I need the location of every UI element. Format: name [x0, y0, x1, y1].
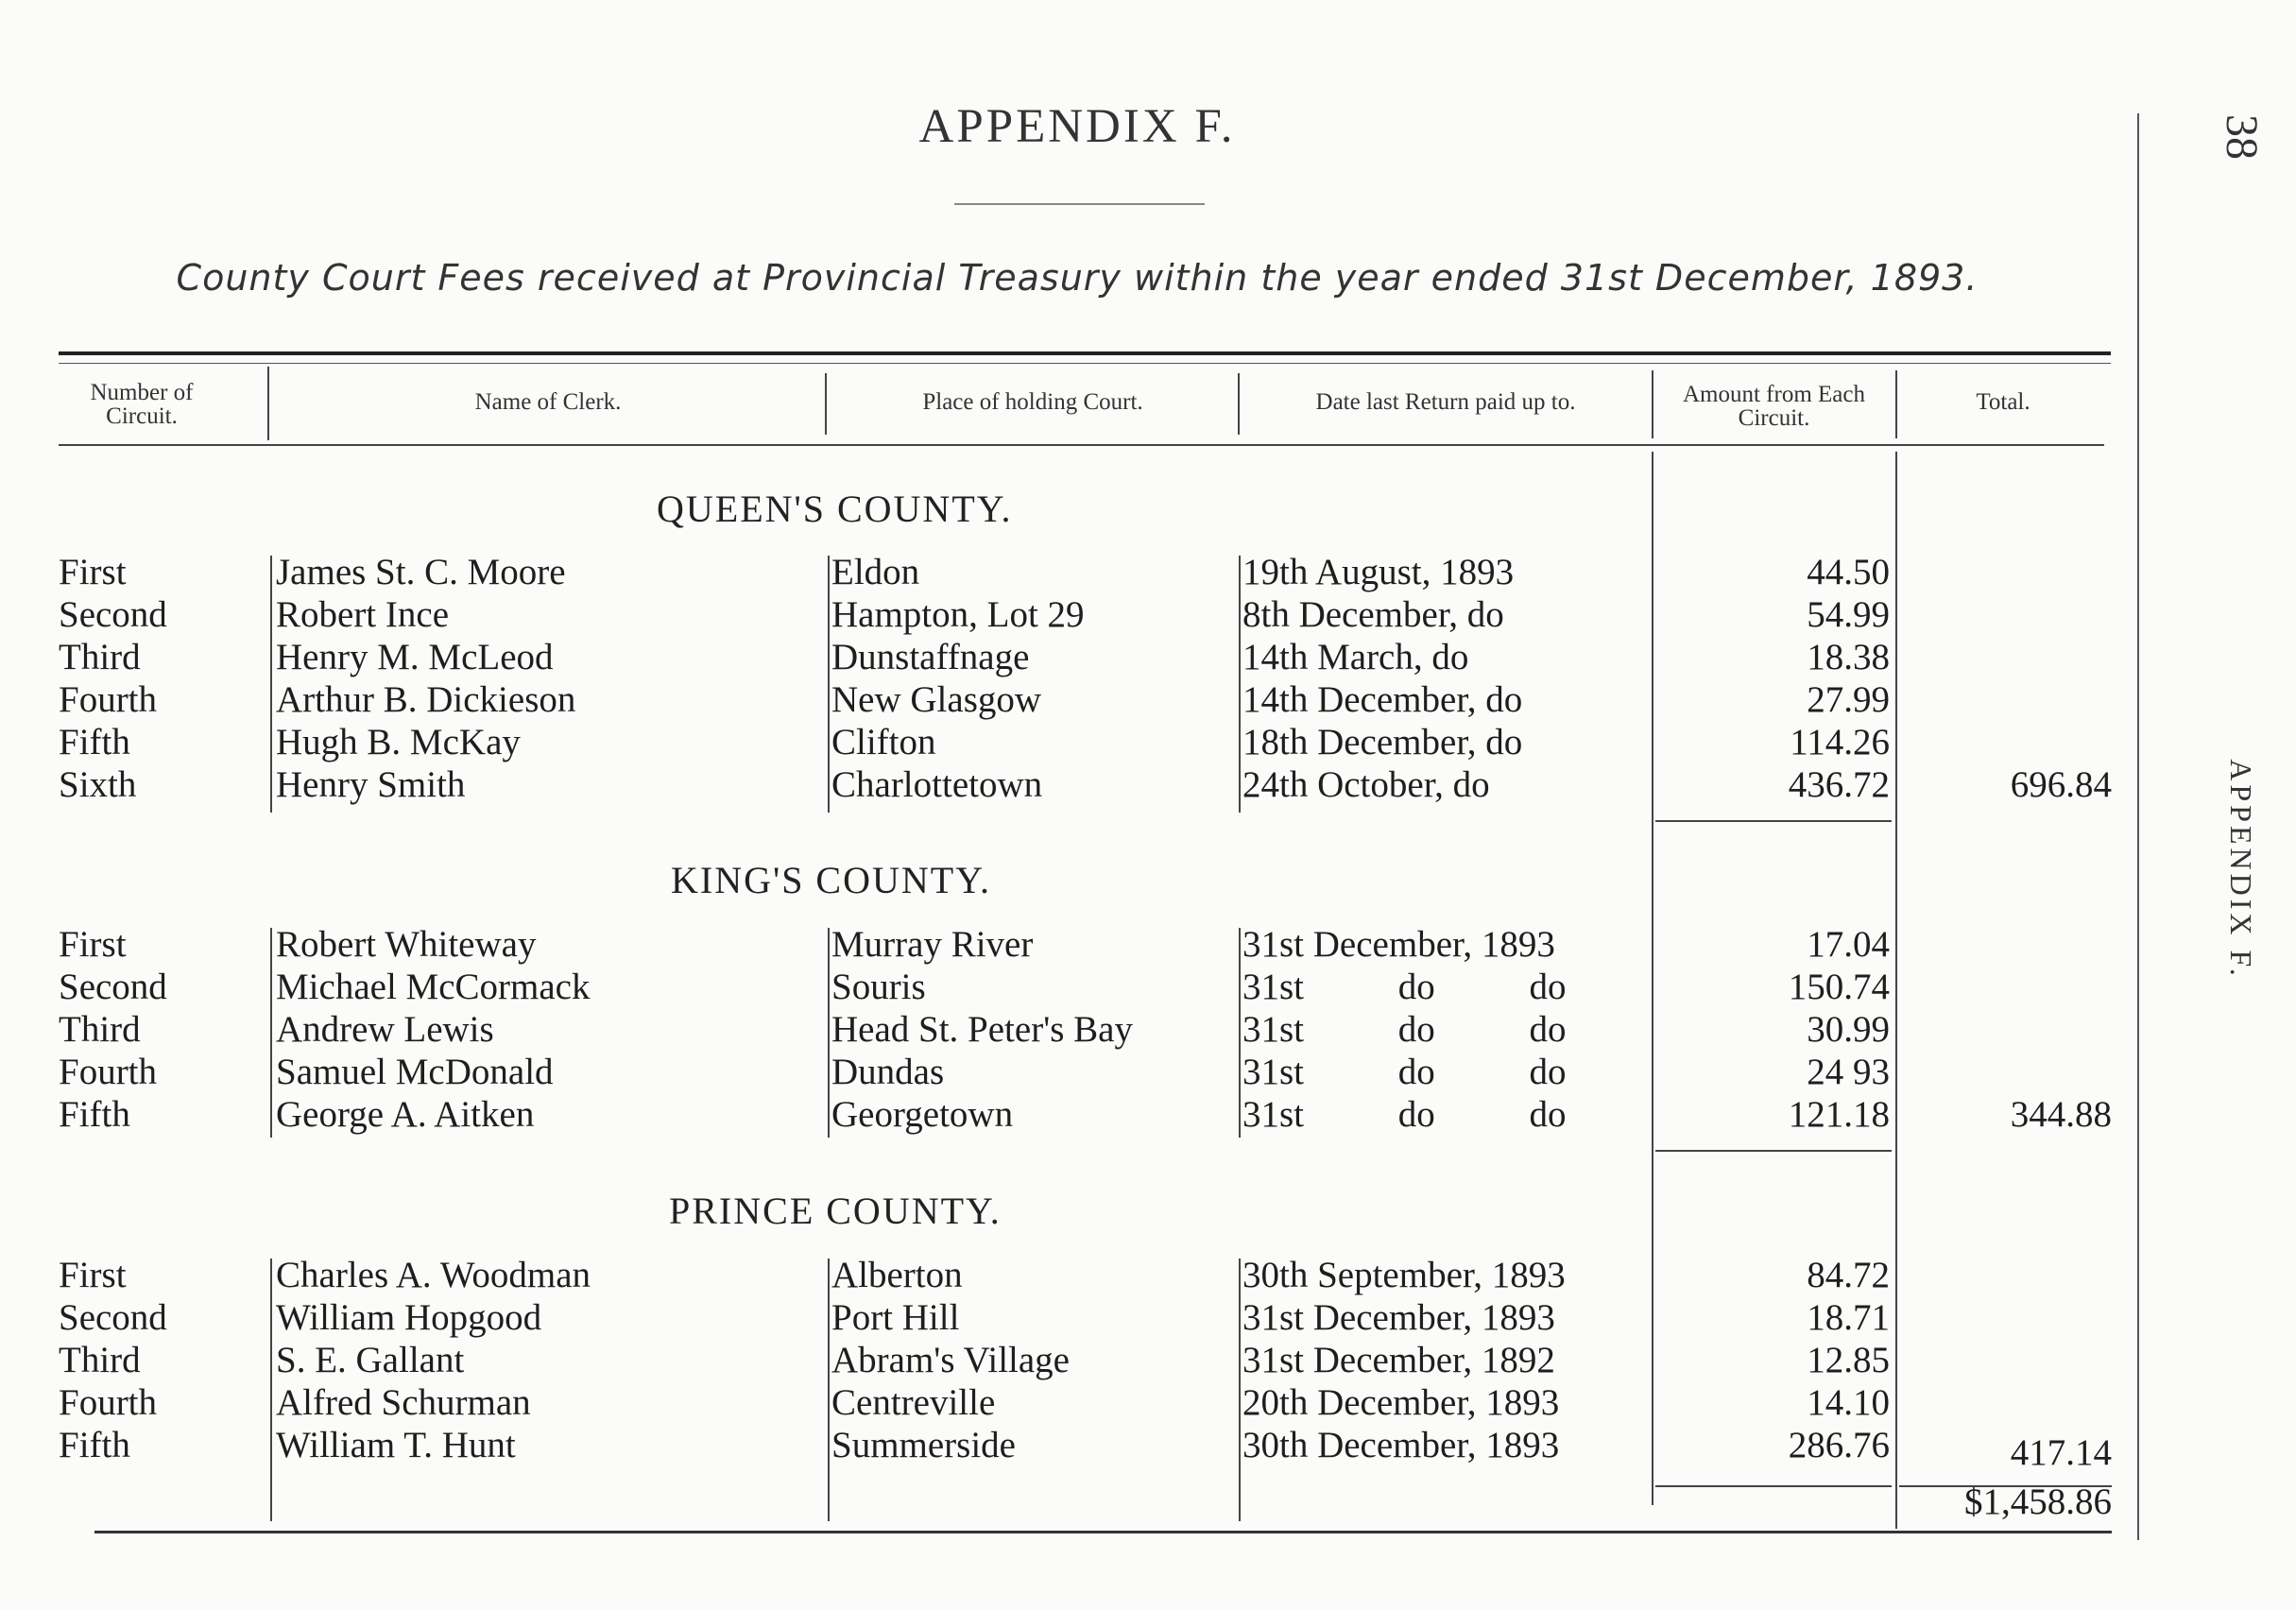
place-cell: Charlottetown	[831, 764, 1043, 805]
title-divider	[954, 203, 1205, 205]
header-separator	[1895, 370, 1897, 438]
header-clerk: Name of Clerk.	[474, 389, 622, 415]
place-cell: Head St. Peter's Bay	[831, 1009, 1133, 1050]
circuit-cell: Fourth	[59, 1052, 158, 1092]
circuit-cell: First	[59, 1255, 127, 1295]
header-place: Place of holding Court.	[922, 389, 1143, 415]
section-heading-prince: PRINCE COUNTY.	[669, 1190, 1002, 1232]
amount-cell: 436.72	[1788, 764, 1890, 805]
date-cell: 24th October, do	[1242, 764, 1490, 805]
amount-column-left-rule	[1652, 452, 1653, 1505]
amount-cell: 18.71	[1807, 1297, 1890, 1338]
side-running-title: APPENDIX F.	[2224, 759, 2258, 980]
clerk-cell: William Hopgood	[276, 1297, 542, 1338]
clerk-cell: Hugh B. McKay	[276, 722, 521, 762]
clerk-cell: Arthur B. Dickieson	[276, 679, 576, 720]
circuit-cell: Third	[59, 637, 141, 677]
amount-cell: 27.99	[1807, 679, 1890, 720]
section-heading-kings: KING'S COUNTY.	[671, 859, 991, 901]
clerk-cell: Alfred Schurman	[276, 1382, 531, 1423]
clerk-cell: Andrew Lewis	[276, 1009, 494, 1050]
date-cell: 14th March, do	[1242, 637, 1469, 677]
date-cell: 18th December, do	[1242, 722, 1523, 762]
date-cell: 31st do do	[1242, 967, 1567, 1007]
header-amount: Amount from Each Circuit.	[1682, 382, 1865, 431]
clerk-cell: Henry Smith	[276, 764, 466, 805]
circuit-cell: Second	[59, 594, 167, 635]
clerk-cell: Robert Whiteway	[276, 924, 537, 965]
place-cell: Centreville	[831, 1382, 996, 1423]
header-separator	[267, 367, 269, 440]
circuit-cell: First	[59, 924, 127, 965]
clerk-cell: Samuel McDonald	[276, 1052, 554, 1092]
circuit-cell: Second	[59, 967, 167, 1007]
header-date: Date last Return paid up to.	[1315, 389, 1576, 415]
place-cell: Alberton	[831, 1255, 963, 1295]
header-total: Total.	[1976, 389, 2030, 415]
page-title: APPENDIX F.	[918, 100, 1236, 153]
place-cell: New Glasgow	[831, 679, 1042, 720]
page-subtitle: County Court Fees received at Provincial Treasury within the year ended 31st December, 1893.	[176, 257, 1979, 299]
amount-column-right-rule	[1895, 452, 1897, 1529]
section-heading-queens: QUEEN'S COUNTY.	[657, 488, 1013, 530]
grand-total: $1,458.86	[1964, 1482, 2112, 1522]
date-cell: 8th December, do	[1242, 594, 1504, 635]
circuit-cell: Sixth	[59, 764, 137, 805]
clerk-cell: George A. Aitken	[276, 1094, 535, 1135]
circuit-cell: Fifth	[59, 1094, 130, 1135]
date-column-rule	[1239, 1259, 1241, 1521]
date-cell: 31st December, 1893	[1242, 1297, 1555, 1338]
date-cell: 31st do do	[1242, 1009, 1567, 1050]
clerk-cell: Robert Ince	[276, 594, 450, 635]
place-cell: Abram's Village	[831, 1340, 1070, 1380]
place-column-rule	[828, 556, 830, 813]
amount-cell: 150.74	[1788, 967, 1890, 1007]
circuit-cell: Fourth	[59, 1382, 158, 1423]
queens-subtotal-rule	[1655, 820, 1892, 822]
table-bottom-rule	[94, 1531, 2112, 1533]
amount-cell: 84.72	[1807, 1255, 1890, 1295]
date-cell: 31st December, 1893	[1242, 924, 1555, 965]
circuit-cell: Fourth	[59, 679, 158, 720]
place-cell: Eldon	[831, 552, 920, 592]
header-separator	[1238, 373, 1240, 435]
amount-cell: 44.50	[1807, 552, 1890, 592]
page-margin-line	[2137, 113, 2139, 1540]
clerk-cell: S. E. Gallant	[276, 1340, 465, 1380]
place-cell: Clifton	[831, 722, 936, 762]
clerk-cell: Michael McCormack	[276, 967, 591, 1007]
amount-cell: 54.99	[1807, 594, 1890, 635]
header-circuit: Number of Circuit.	[90, 380, 194, 429]
header-separator	[1652, 370, 1653, 438]
date-cell: 20th December, 1893	[1242, 1382, 1560, 1423]
clerk-cell: Henry M. McLeod	[276, 637, 554, 677]
header-bottom-rule	[59, 444, 2104, 446]
amount-cell: 14.10	[1807, 1382, 1890, 1423]
amount-cell: 18.38	[1807, 637, 1890, 677]
clerk-column-rule	[270, 556, 272, 813]
place-column-rule	[828, 1259, 830, 1521]
place-cell: Port Hill	[831, 1297, 960, 1338]
date-cell: 31st December, 1892	[1242, 1340, 1555, 1380]
header-separator	[825, 373, 827, 435]
place-cell: Murray River	[831, 924, 1034, 965]
circuit-cell: First	[59, 552, 127, 592]
date-column-rule	[1239, 556, 1241, 813]
clerk-column-rule	[270, 928, 272, 1138]
section-total: 344.88	[2010, 1094, 2112, 1135]
place-cell: Dundas	[831, 1052, 945, 1092]
place-cell: Souris	[831, 967, 926, 1007]
amount-cell: 30.99	[1807, 1009, 1890, 1050]
place-cell: Dunstaffnage	[831, 637, 1030, 677]
section-total: 417.14	[2010, 1432, 2112, 1473]
circuit-cell: Fifth	[59, 722, 130, 762]
clerk-cell: Charles A. Woodman	[276, 1255, 591, 1295]
date-cell: 30th December, 1893	[1242, 1425, 1560, 1465]
side-page-number: 38	[2217, 114, 2267, 160]
amount-cell: 121.18	[1788, 1094, 1890, 1135]
amount-cell: 12.85	[1807, 1340, 1890, 1380]
section-total: 696.84	[2010, 764, 2112, 805]
prince-subtotal-rule	[1655, 1485, 1892, 1487]
table-top-rule-thin	[59, 363, 2111, 364]
date-cell: 31st do do	[1242, 1094, 1567, 1135]
amount-cell: 286.76	[1788, 1425, 1890, 1465]
clerk-column-rule	[270, 1259, 272, 1521]
clerk-cell: James St. C. Moore	[276, 552, 566, 592]
place-column-rule	[828, 928, 830, 1138]
kings-subtotal-rule	[1655, 1150, 1892, 1152]
clerk-cell: William T. Hunt	[276, 1425, 516, 1465]
date-cell: 30th September, 1893	[1242, 1255, 1566, 1295]
place-cell: Georgetown	[831, 1094, 1014, 1135]
place-cell: Hampton, Lot 29	[831, 594, 1085, 635]
date-text: 19th August, 1893	[1242, 552, 1515, 592]
circuit-cell: Third	[59, 1009, 141, 1050]
amount-cell: 24 93	[1807, 1052, 1890, 1092]
place-cell: Summerside	[831, 1425, 1016, 1465]
amount-cell: 17.04	[1807, 924, 1890, 965]
date-cell	[1242, 551, 1514, 593]
table-top-rule	[59, 351, 2111, 355]
circuit-cell: Second	[59, 1297, 167, 1338]
circuit-cell: Fifth	[59, 1425, 130, 1465]
date-column-rule	[1239, 928, 1241, 1138]
date-cell: 14th December, do	[1242, 679, 1523, 720]
circuit-cell: Third	[59, 1340, 141, 1380]
date-cell: 31st do do	[1242, 1052, 1567, 1092]
amount-cell: 114.26	[1790, 722, 1890, 762]
